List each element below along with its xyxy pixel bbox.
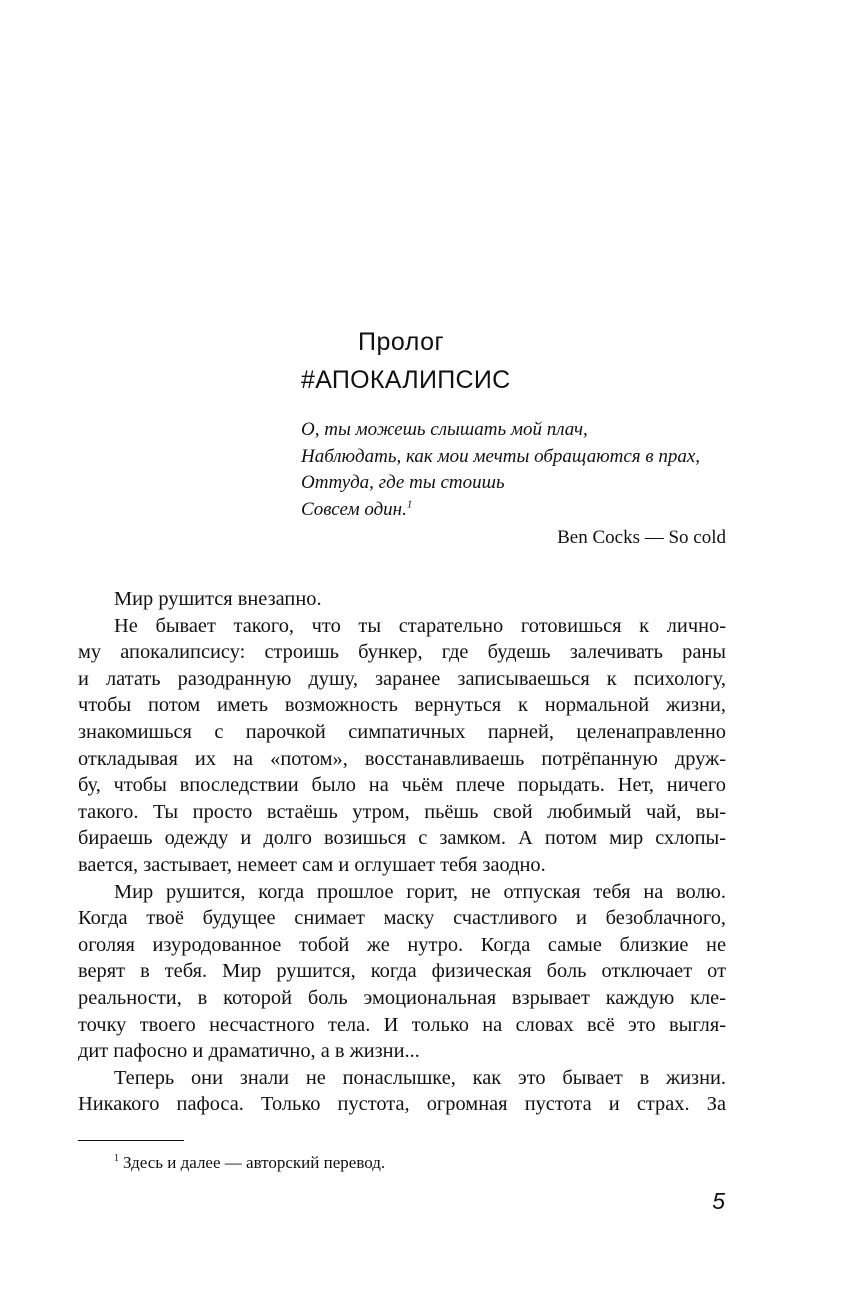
paragraph-line: Мир рушится внезапно. xyxy=(114,588,322,610)
paragraph-line: оголяя изуродованное тобой же нутро. Когда самые близкие не xyxy=(78,933,726,956)
paragraph-line: такого. Ты просто встаёшь утром, пьёшь свой любимый чай, вы- xyxy=(78,800,726,823)
footnote-reference[interactable]: 1 xyxy=(406,498,413,511)
footnote-number: 1 xyxy=(114,1153,119,1165)
paragraph-line: знакомишься с парочкой симпатичных парней, целенаправленно xyxy=(78,720,726,743)
paragraph-line: дит пафосно и драматично, а в жизни... xyxy=(78,1040,420,1063)
paragraph-line: Не бывает такого, что ты старательно готовишься к лично- xyxy=(114,614,726,637)
paragraph-line: вается, застывает, немеет сам и оглушает тебя заодно. xyxy=(78,853,546,876)
paragraph-line: Теперь они знали не понаслышке, как это бывает в жизни. xyxy=(114,1066,726,1089)
paragraph-line: Никакого пафоса. Только пустота, огромная пустота и страх. За xyxy=(78,1093,726,1116)
footnote xyxy=(114,1152,385,1174)
paragraph-line: му апокалипсису: строишь бункер, где будешь залечивать раны xyxy=(78,641,726,664)
epigraph-line: Оттуда, где ты стоишь xyxy=(301,472,505,493)
footnote-text: Здесь и далее — авторский перевод. xyxy=(123,1153,386,1172)
epigraph-line-text: Совсем один. xyxy=(301,498,407,520)
epigraph-line: Наблюдать, как мои мечты обращаются в прах, xyxy=(301,445,701,467)
paragraph-line: верят в тебя. Мир рушится, когда физическая боль отключает от xyxy=(78,960,726,983)
paragraph-line: откладывая их на «потом», восстанавливаешь потрёпанную друж- xyxy=(78,747,726,770)
paragraph-line: и латать разодранную душу, заранее записываешься к психологу, xyxy=(78,667,726,690)
paragraph-line: реальности, в которой боль эмоциональная взрывает каждую кле- xyxy=(78,986,726,1009)
epigraph-source: Ben Cocks — So cold xyxy=(557,527,726,548)
page-number: 5 xyxy=(712,1188,725,1214)
epigraph-line: О, ты можешь слышать мой плач, xyxy=(301,419,588,440)
epigraph xyxy=(301,417,726,551)
body-text xyxy=(78,586,726,1118)
paragraph-line: бираешь одежду и долго возишься с замком. А потом мир схлопы- xyxy=(78,827,726,850)
chapter-subtitle: #АПОКАЛИПСИС xyxy=(301,366,511,394)
paragraph-line: бу, чтобы впоследствии было на чьём плече порыдать. Нет, ничего xyxy=(78,774,726,797)
paragraph-line: точку твоего несчастного тела. И только на словах всё это выгля- xyxy=(78,1013,726,1036)
paragraph-line: чтобы потом иметь возможность вернуться к нормальной жизни, xyxy=(78,694,726,717)
epigraph-line-last xyxy=(301,497,726,524)
paragraph-line: Мир рушится, когда прошлое горит, не отпуская тебя на волю. xyxy=(114,880,726,903)
footnote-divider xyxy=(78,1140,184,1141)
chapter-title: Пролог xyxy=(358,328,445,356)
paragraph-line: Когда твоё будущее снимает маску счастливого и безоблачного, xyxy=(78,907,726,930)
